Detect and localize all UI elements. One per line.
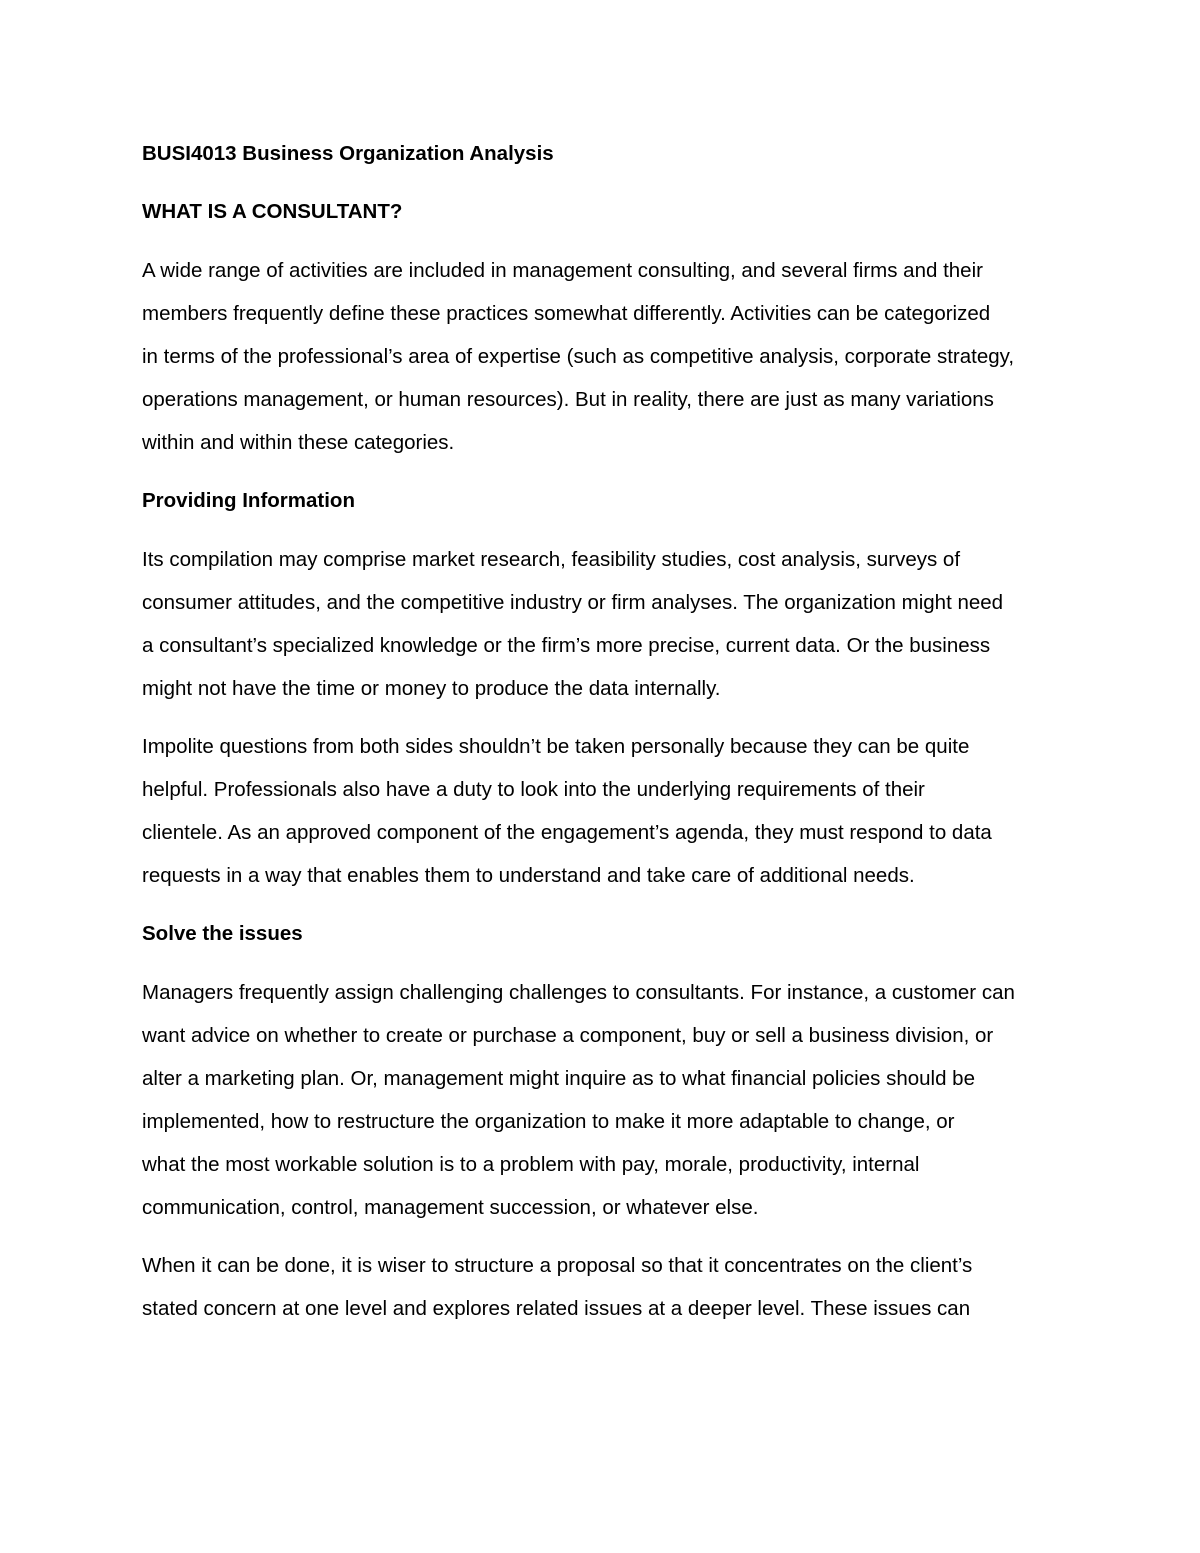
paragraph-line: A wide range of activities are included in management consulting, and several firms and their xyxy=(142,259,983,282)
paragraph-line: Impolite questions from both sides shouldn’t be taken personally because they can be quite xyxy=(142,735,970,758)
paragraph-line: members frequently define these practices somewhat differently. Activities can be categorized xyxy=(142,302,991,325)
paragraph-line: alter a marketing plan. Or, management might inquire as to what financial policies should be xyxy=(142,1067,975,1090)
paragraph-line: want advice on whether to create or purchase a component, buy or sell a business division, or xyxy=(142,1024,994,1047)
document-title: BUSI4013 Business Organization Analysis xyxy=(142,142,554,165)
paragraph-line: operations management, or human resources). But in reality, there are just as many variations xyxy=(142,388,994,411)
paragraph-line: might not have the time or money to produce the data internally. xyxy=(142,677,721,700)
paragraph-line: in terms of the professional’s area of expertise (such as competitive analysis, corporate strategy, xyxy=(142,345,1015,368)
section-heading-solve-issues: Solve the issues xyxy=(142,922,303,945)
providing-information-paragraph-2 xyxy=(142,725,1072,897)
section-heading-providing-information: Providing Information xyxy=(142,489,355,512)
paragraph-line: requests in a way that enables them to understand and take care of additional needs. xyxy=(142,864,915,887)
paragraph-line: within and within these categories. xyxy=(142,431,455,454)
paragraph-line: helpful. Professionals also have a duty to look into the underlying requirements of their xyxy=(142,778,925,801)
paragraph-line: stated concern at one level and explores related issues at a deeper level. These issues can xyxy=(142,1297,971,1320)
solve-issues-paragraph-2 xyxy=(142,1244,1072,1330)
section-heading-consultant: WHAT IS A CONSULTANT? xyxy=(142,200,403,223)
paragraph-line: what the most workable solution is to a problem with pay, morale, productivity, internal xyxy=(142,1153,920,1176)
paragraph-line: When it can be done, it is wiser to structure a proposal so that it concentrates on the client’s xyxy=(142,1254,973,1277)
providing-information-paragraph-1 xyxy=(142,538,1072,710)
intro-paragraph xyxy=(142,249,1072,464)
paragraph-line: Managers frequently assign challenging challenges to consultants. For instance, a customer can xyxy=(142,981,1015,1004)
document-body xyxy=(142,140,1072,1330)
paragraph-line: clientele. As an approved component of the engagement’s agenda, they must respond to data xyxy=(142,821,992,844)
paragraph-line: implemented, how to restructure the organization to make it more adaptable to change, or xyxy=(142,1110,955,1133)
solve-issues-paragraph-1 xyxy=(142,971,1072,1229)
paragraph-line: a consultant’s specialized knowledge or the firm’s more precise, current data. Or the business xyxy=(142,634,991,657)
paragraph-line: consumer attitudes, and the competitive industry or firm analyses. The organization might need xyxy=(142,591,1004,614)
paragraph-line: communication, control, management succession, or whatever else. xyxy=(142,1196,759,1219)
paragraph-line: Its compilation may comprise market research, feasibility studies, cost analysis, surveys of xyxy=(142,548,961,571)
